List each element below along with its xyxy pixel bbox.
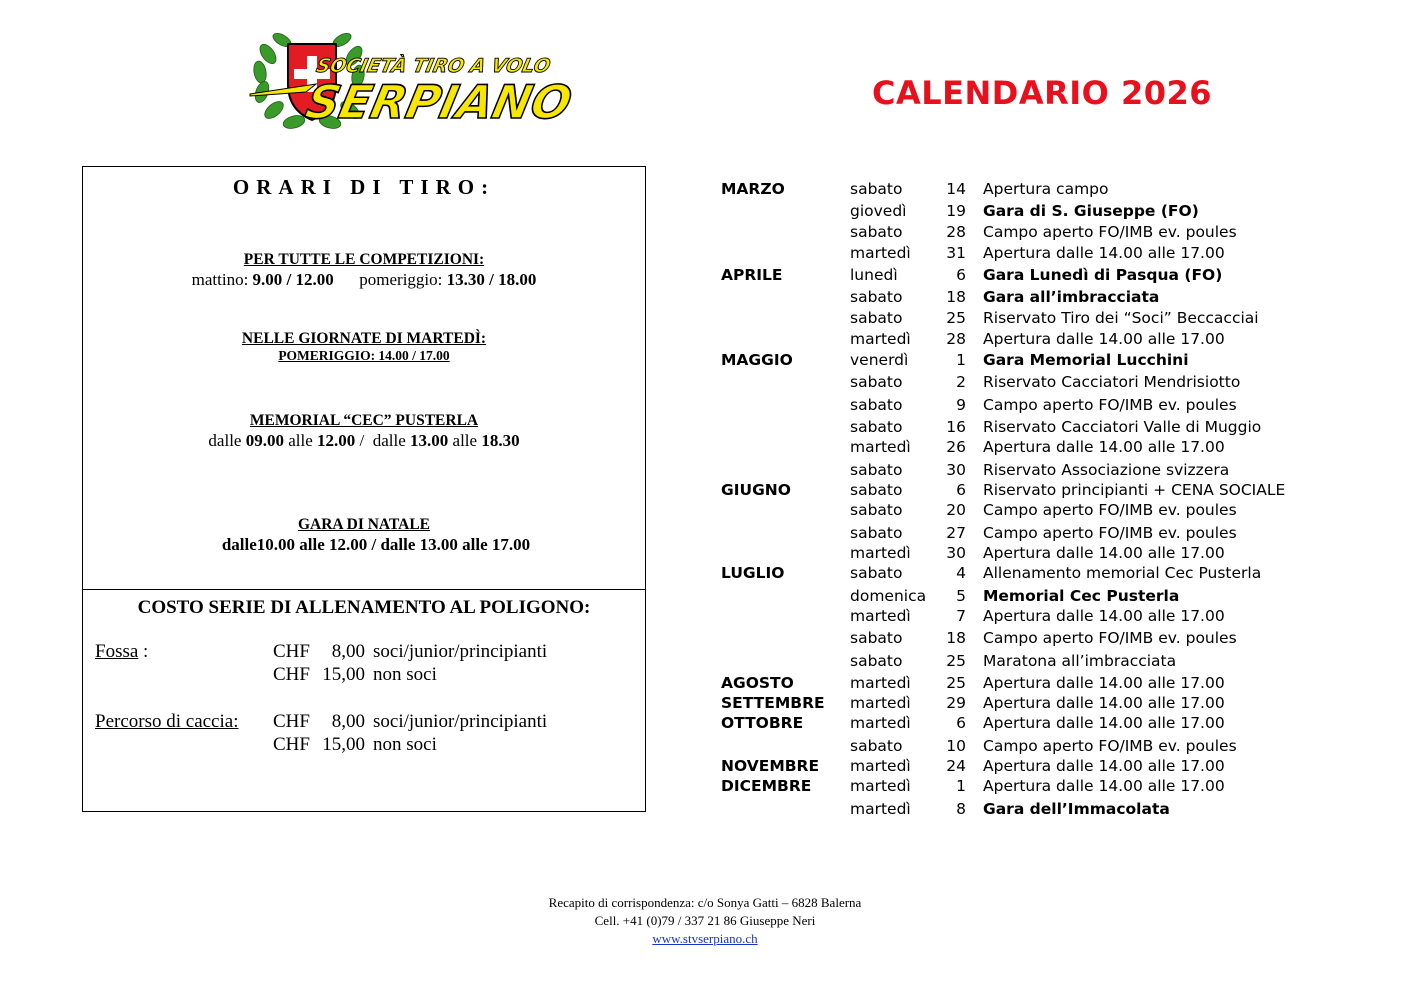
calendar-event: Riservato Cacciatori Valle di Muggio: [983, 418, 1262, 436]
calendar-date: 31: [946, 244, 966, 262]
calendar-row: [0, 777, 1411, 797]
calendar-row: [0, 330, 1411, 350]
calendar-row: [0, 652, 1411, 672]
calendar-weekday: sabato: [850, 418, 903, 436]
calendar-weekday: martedì: [850, 800, 911, 818]
calendar-event: Allenamento memorial Cec Pusterla: [983, 564, 1262, 582]
calendar-row: [0, 607, 1411, 627]
calendar-row: [0, 180, 1411, 200]
calendar-row: [0, 266, 1411, 286]
calendar-row: [0, 544, 1411, 564]
section-header: MEMORIAL “CEC” PUSTERLA: [249, 412, 479, 429]
calendar-row: [0, 309, 1411, 329]
calendar-row: [0, 438, 1411, 458]
calendar-weekday: sabato: [850, 461, 903, 479]
calendar-event: Gara Memorial Lucchini: [983, 351, 1189, 369]
calendar-date: 18: [946, 288, 966, 306]
calendar-date: 9: [956, 396, 966, 414]
calendar-weekday: sabato: [850, 564, 903, 582]
calendar-weekday: martedì: [850, 694, 911, 712]
calendar-date: 5: [956, 587, 966, 605]
section-hours: dalle 09.00 alle 12.00 / dalle 13.00 alle 18.30: [208, 431, 520, 450]
calendar-date: 1: [956, 777, 966, 795]
calendar-row: [0, 694, 1411, 714]
calendar-row: [0, 351, 1411, 371]
calendar-event: Apertura dalle 14.00 alle 17.00: [983, 438, 1225, 456]
club-logo: [246, 22, 577, 140]
calendar-month: MAGGIO: [721, 351, 793, 369]
calendar-date: 28: [946, 223, 966, 241]
calendar-weekday: martedì: [850, 438, 911, 456]
website-link[interactable]: www.stvserpiano.ch: [652, 931, 758, 946]
calendar-event: Campo aperto FO/IMB ev. poules: [983, 501, 1237, 519]
calendar-weekday: sabato: [850, 373, 903, 391]
calendar-event: Apertura dalle 14.00 alle 17.00: [983, 714, 1225, 732]
calendar-weekday: sabato: [850, 652, 903, 670]
calendar-row: [0, 223, 1411, 243]
calendar-weekday: martedì: [850, 674, 911, 692]
calendar-event: Apertura dalle 14.00 alle 17.00: [983, 674, 1225, 692]
calendar-event: Apertura dalle 14.00 alle 17.00: [983, 330, 1225, 348]
calendar-month: GIUGNO: [721, 481, 791, 499]
footer-address: Recapito di corrispondenza: c/o Sonya Gatti – 6828 Balerna: [548, 895, 862, 910]
calendar-month: NOVEMBRE: [721, 757, 820, 775]
calendar-event: Apertura dalle 14.00 alle 17.00: [983, 777, 1225, 795]
calendar-date: 2: [956, 373, 966, 391]
calendar-month: APRILE: [721, 266, 783, 284]
page-title: CALENDARIO 2026: [872, 74, 1213, 112]
price-group-label: Fossa: [95, 641, 139, 662]
calendar-row: [0, 737, 1411, 757]
calendar-event: Apertura dalle 14.00 alle 17.00: [983, 607, 1225, 625]
calendar-date: 6: [956, 266, 966, 284]
calendar-weekday: martedì: [850, 607, 911, 625]
price-description: non soci: [373, 664, 437, 685]
calendar-row: [0, 524, 1411, 544]
section-header: NELLE GIORNATE DI MARTEDÌ:: [241, 330, 487, 347]
calendar-date: 16: [946, 418, 966, 436]
calendar-event: Memorial Cec Pusterla: [983, 587, 1180, 605]
calendar-date: 24: [946, 757, 966, 775]
calendar-event: Apertura campo: [983, 180, 1109, 198]
calendar-weekday: venerdì: [850, 351, 909, 369]
calendar-weekday: sabato: [850, 223, 903, 241]
calendar-event: Apertura dalle 14.00 alle 17.00: [983, 244, 1225, 262]
calendar-date: 25: [946, 674, 966, 692]
calendar-date: 26: [946, 438, 966, 456]
calendar-event: Gara Lunedì di Pasqua (FO): [983, 266, 1223, 284]
calendar-event: Campo aperto FO/IMB ev. poules: [983, 737, 1237, 755]
calendar-row: [0, 396, 1411, 416]
calendar-row: [0, 757, 1411, 777]
calendar-row: [0, 481, 1411, 501]
calendar-event: Apertura dalle 14.00 alle 17.00: [983, 757, 1225, 775]
orari-heading: ORARI DI TIRO:: [232, 175, 496, 199]
calendar-date: 7: [956, 607, 966, 625]
calendar-event: Apertura dalle 14.00 alle 17.00: [983, 544, 1225, 562]
calendar-event: Campo aperto FO/IMB ev. poules: [983, 396, 1237, 414]
calendar-month: LUGLIO: [721, 564, 785, 582]
calendar-date: 25: [946, 309, 966, 327]
calendar-weekday: domenica: [850, 587, 927, 605]
calendar-event: Campo aperto FO/IMB ev. poules: [983, 223, 1237, 241]
section-header: PER TUTTE LE COMPETIZIONI:: [243, 251, 485, 268]
calendar-date: 1: [956, 351, 966, 369]
footer: [420, 894, 990, 948]
calendar-weekday: martedì: [850, 244, 911, 262]
logo-line1: SOCIETÀ TIRO A VOLO: [314, 54, 553, 77]
calendar-weekday: sabato: [850, 481, 903, 499]
price-currency: CHF: [273, 734, 310, 755]
calendar-weekday: giovedì: [850, 202, 907, 220]
calendar-weekday: martedì: [850, 777, 911, 795]
calendar-row: [0, 564, 1411, 584]
calendar-weekday: sabato: [850, 524, 903, 542]
calendar-date: 18: [946, 629, 966, 647]
calendar-weekday: sabato: [850, 180, 903, 198]
calendar-row: [0, 244, 1411, 264]
calendar-row: [0, 288, 1411, 308]
calendar-date: 28: [946, 330, 966, 348]
price-description: non soci: [373, 734, 437, 755]
calendar-row: [0, 501, 1411, 521]
calendar-event: Gara di S. Giuseppe (FO): [983, 202, 1199, 220]
footer-phone: Cell. +41 (0)79 / 337 21 86 Giuseppe Neri: [594, 913, 816, 928]
calendar-month: DICEMBRE: [721, 777, 812, 795]
price-group-label: Percorso di caccia:: [95, 711, 239, 732]
calendar-month: AGOSTO: [721, 674, 794, 692]
price-amount: 8,00: [331, 641, 365, 662]
price-currency: CHF: [273, 711, 310, 732]
calendar-weekday: lunedì: [850, 266, 898, 284]
section-header: GARA DI NATALE: [297, 516, 431, 533]
calendar-event: Riservato Cacciatori Mendrisiotto: [983, 373, 1241, 391]
calendar-date: 27: [946, 524, 966, 542]
calendar-event: Riservato Associazione svizzera: [983, 461, 1230, 479]
calendar-date: 29: [946, 694, 966, 712]
section-hours: mattino: 9.00 / 12.00 pomeriggio: 13.30 / 18.00: [191, 270, 537, 289]
section-hours: dalle10.00 alle 12.00 / dalle 13.00 alle 17.00: [221, 535, 531, 554]
calendar-date: 8: [956, 800, 966, 818]
calendar-row: [0, 202, 1411, 222]
calendar-month: MARZO: [721, 180, 785, 198]
costo-heading: COSTO SERIE DI ALLENAMENTO AL POLIGONO:: [137, 597, 591, 618]
price-row: Fossa : CHF 8,00 soci/junior/principianti: [95, 641, 548, 662]
calendar-weekday: sabato: [850, 288, 903, 306]
calendar-date: 30: [946, 544, 966, 562]
calendar-row: [0, 800, 1411, 820]
calendar-date: 19: [946, 202, 966, 220]
calendar-row: [0, 418, 1411, 438]
calendar-row: [0, 373, 1411, 393]
calendar-event: Riservato Tiro dei “Soci” Beccacciai: [983, 309, 1259, 327]
price-amount: 8,00: [331, 711, 365, 732]
calendar-row: [0, 674, 1411, 694]
calendar-event: Gara dell’Immacolata: [983, 800, 1170, 818]
price-amount: 15,00: [322, 664, 365, 685]
calendar-month: SETTEMBRE: [721, 694, 825, 712]
section-subheader: POMERIGGIO: 14.00 / 17.00: [278, 348, 450, 363]
calendar-date: 6: [956, 714, 966, 732]
calendar-event: Maratona all’imbracciata: [983, 652, 1177, 670]
logo-line2: SERPIANO: [301, 75, 577, 129]
calendar-date: 4: [956, 564, 966, 582]
calendar-row: [0, 629, 1411, 649]
calendar-date: 30: [946, 461, 966, 479]
calendar-event: Apertura dalle 14.00 alle 17.00: [983, 694, 1225, 712]
price-amount: 15,00: [322, 734, 365, 755]
calendar-month: OTTOBRE: [721, 714, 804, 732]
calendar-date: 10: [946, 737, 966, 755]
calendar-date: 25: [946, 652, 966, 670]
price-description: soci/junior/principianti: [373, 641, 548, 662]
calendar-row: [0, 714, 1411, 734]
calendar-weekday: sabato: [850, 396, 903, 414]
calendar-weekday: sabato: [850, 501, 903, 519]
calendar-row: [0, 461, 1411, 481]
calendar-date: 20: [946, 501, 966, 519]
calendar-weekday: martedì: [850, 714, 911, 732]
calendar-event: Campo aperto FO/IMB ev. poules: [983, 629, 1237, 647]
calendar-date: 14: [946, 180, 966, 198]
calendar-weekday: martedì: [850, 330, 911, 348]
price-currency: CHF: [273, 664, 310, 685]
calendar-weekday: martedì: [850, 544, 911, 562]
calendar-weekday: sabato: [850, 737, 903, 755]
calendar-weekday: martedì: [850, 757, 911, 775]
calendar-date: 6: [956, 481, 966, 499]
calendar-event: Gara all’imbracciata: [983, 288, 1160, 306]
calendar-event: Riservato principianti + CENA SOCIALE: [983, 481, 1286, 499]
calendar-weekday: sabato: [850, 309, 903, 327]
price-description: soci/junior/principianti: [373, 711, 548, 732]
calendar-weekday: sabato: [850, 629, 903, 647]
calendar-row: [0, 587, 1411, 607]
price-currency: CHF: [273, 641, 310, 662]
calendar-event: Campo aperto FO/IMB ev. poules: [983, 524, 1237, 542]
